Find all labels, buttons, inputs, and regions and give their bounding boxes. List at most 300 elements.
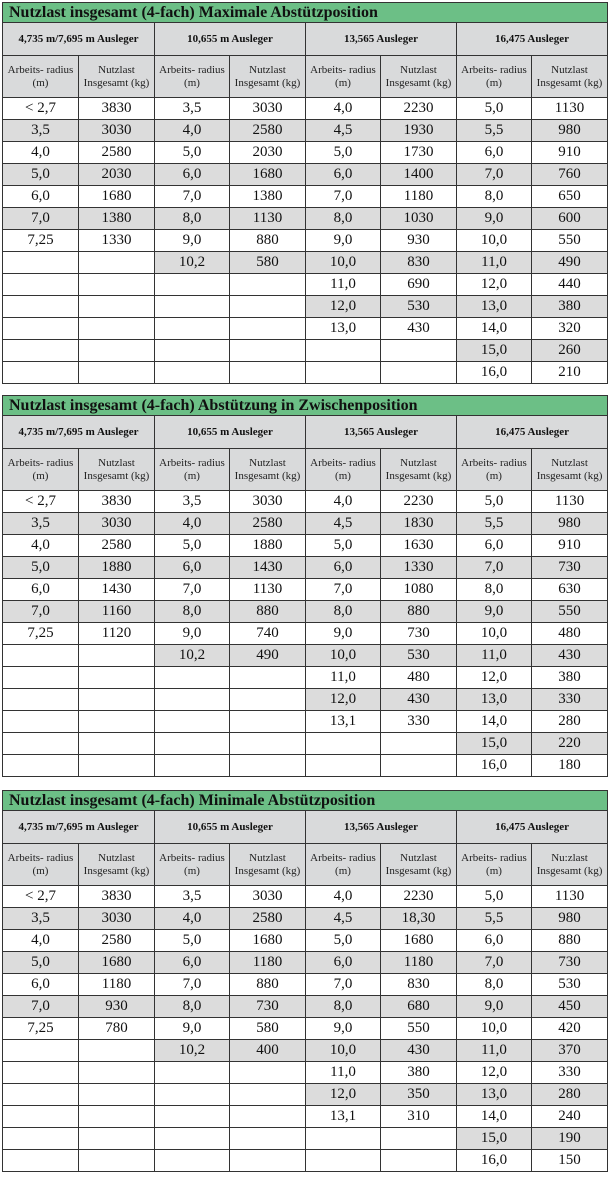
radius-cell: 13,0 [457,689,532,711]
load-cell: 1380 [79,208,155,230]
radius-cell: 11,0 [457,645,532,667]
radius-cell: 6,0 [155,557,230,579]
radius-cell: 6,0 [457,535,532,557]
radius-cell: 16,0 [457,1150,532,1172]
radius-cell: 5,0 [3,952,79,974]
radius-cell [155,689,230,711]
load-cell: 600 [532,208,608,230]
radius-cell [3,711,79,733]
load-cell: 330 [532,1062,608,1084]
table-row [3,120,608,142]
radius-cell: 9,0 [306,623,381,645]
load-cell: 550 [381,1018,457,1040]
load-cell: 530 [381,296,457,318]
radius-cell: 5,0 [3,164,79,186]
radius-cell: 7,0 [155,186,230,208]
table-title: Nutzlast insgesamt (4-fach) Minimale Abstützposition [3,791,608,811]
load-cell: 2580 [79,930,155,952]
load-cell: 2030 [79,164,155,186]
radius-cell [155,711,230,733]
load-cell [230,362,306,384]
radius-cell [3,318,79,340]
load-cell: 2580 [230,120,306,142]
radius-cell [3,755,79,777]
radius-cell: 4,0 [155,908,230,930]
load-cell: 1680 [79,186,155,208]
load-cell: 1130 [230,208,306,230]
load-cell: 980 [532,513,608,535]
table-row [3,645,608,667]
column-header-load: Nu:zlast Insgesamt (kg) [532,844,608,886]
radius-cell [3,340,79,362]
radius-cell: 3,5 [155,98,230,120]
radius-cell: 14,0 [457,318,532,340]
load-cell: 1680 [381,930,457,952]
column-header-load: Nutzlast Insgesamt (kg) [230,56,306,98]
load-cell: 310 [381,1106,457,1128]
radius-cell: 10,0 [306,252,381,274]
table-row [3,579,608,601]
table-row [3,535,608,557]
load-cell: 1880 [79,557,155,579]
radius-cell: 6,0 [3,186,79,208]
radius-cell [3,252,79,274]
load-cell: 580 [230,1018,306,1040]
load-cell: 740 [230,623,306,645]
table-row [3,557,608,579]
radius-cell: 4,5 [306,908,381,930]
radius-cell [306,755,381,777]
table-row [3,274,608,296]
load-cell [381,755,457,777]
radius-cell: 7,25 [3,230,79,252]
table-row [3,952,608,974]
load-cell: 2580 [230,908,306,930]
load-cell: 1430 [230,557,306,579]
table-grid [2,395,608,777]
column-header-radius: Arbeits- radius (m) [457,844,532,886]
load-cell [381,362,457,384]
radius-cell: 12,0 [306,1084,381,1106]
load-cell: 2580 [230,513,306,535]
load-cell: 1330 [79,230,155,252]
boom-length-header: 10,655 m Ausleger [155,416,306,449]
radius-cell [306,1150,381,1172]
load-cell: 1730 [381,142,457,164]
radius-cell: 7,0 [3,601,79,623]
load-cell: 18,30 [381,908,457,930]
column-header-load: Nutzlast Insgesamt (kg) [532,449,608,491]
load-cell: 280 [532,1084,608,1106]
load-cell: 1680 [79,952,155,974]
table-row [3,208,608,230]
radius-cell: 10,2 [155,645,230,667]
radius-cell: 5,0 [155,930,230,952]
radius-cell: 8,0 [155,996,230,1018]
load-cell: 680 [381,996,457,1018]
table-row [3,601,608,623]
radius-cell: 4,5 [306,513,381,535]
boom-length-header: 4,735 m/7,695 m Ausleger [3,23,155,56]
load-cell: 180 [532,755,608,777]
table-row [3,1084,608,1106]
radius-cell [155,1150,230,1172]
load-cell: 1120 [79,623,155,645]
table-row [3,164,608,186]
radius-cell [3,1084,79,1106]
radius-cell: 7,0 [457,164,532,186]
radius-cell: 13,1 [306,711,381,733]
load-cell: 630 [532,579,608,601]
load-cell: 1680 [230,164,306,186]
radius-cell: 4,0 [155,120,230,142]
radius-cell: 5,0 [457,98,532,120]
table-row [3,1018,608,1040]
load-cell [79,340,155,362]
radius-cell: 16,0 [457,362,532,384]
radius-cell [306,733,381,755]
load-cell: 2580 [79,535,155,557]
load-cell [79,1128,155,1150]
load-cell: 2030 [230,142,306,164]
radius-cell: 4,0 [3,142,79,164]
radius-cell: 4,0 [3,930,79,952]
load-cell [230,755,306,777]
load-cell [79,252,155,274]
column-header-load: Nutzlast Insgesamt (kg) [79,844,155,886]
load-cell: 730 [532,557,608,579]
load-cell [230,1062,306,1084]
load-cell: 880 [381,601,457,623]
table-row [3,755,608,777]
load-table-minimal [2,790,607,1172]
load-cell: 150 [532,1150,608,1172]
load-cell: 430 [381,689,457,711]
table-row [3,623,608,645]
radius-cell: 15,0 [457,340,532,362]
load-cell: 220 [532,733,608,755]
load-cell: 830 [381,252,457,274]
table-title: Nutzlast insgesamt (4-fach) Abstützung in Zwischenposition [3,396,608,416]
load-cell: 3030 [230,491,306,513]
load-cell [79,1084,155,1106]
load-cell [79,755,155,777]
radius-cell: 7,0 [306,579,381,601]
table-row [3,1106,608,1128]
radius-cell: 5,5 [457,513,532,535]
radius-cell [3,667,79,689]
load-cell: 880 [230,974,306,996]
radius-cell: 12,0 [457,667,532,689]
load-cell: 1380 [230,186,306,208]
boom-length-header: 4,735 m/7,695 m Ausleger [3,811,155,844]
radius-cell: 7,0 [155,974,230,996]
load-cell [79,296,155,318]
radius-cell: 8,0 [155,208,230,230]
load-cell: 1180 [381,186,457,208]
load-cell: 830 [381,974,457,996]
radius-cell: 9,0 [457,601,532,623]
load-cell: 420 [532,1018,608,1040]
radius-cell [155,1062,230,1084]
load-cell [230,689,306,711]
radius-cell: 5,0 [3,557,79,579]
radius-cell: 9,0 [457,208,532,230]
radius-cell: 13,0 [306,318,381,340]
radius-cell [3,1150,79,1172]
load-cell: 1180 [381,952,457,974]
table-row [3,318,608,340]
load-cell [230,733,306,755]
load-cell: 430 [381,318,457,340]
table-title: Nutzlast insgesamt (4-fach) Maximale Abstützposition [3,3,608,23]
column-header-load: Nutzlast Insgesamt (kg) [381,449,457,491]
load-cell: 2230 [381,886,457,908]
radius-cell: 3,5 [3,908,79,930]
radius-cell [155,1106,230,1128]
load-cell: 1180 [230,952,306,974]
load-cell: 730 [230,996,306,1018]
column-header-load: Nutzlast Insgesamt (kg) [79,449,155,491]
radius-cell: 8,0 [457,974,532,996]
radius-cell: 4,0 [155,513,230,535]
load-cell [230,711,306,733]
radius-cell: < 2,7 [3,98,79,120]
load-cell: 650 [532,186,608,208]
table-row [3,930,608,952]
load-cell [230,1128,306,1150]
load-cell: 1130 [532,98,608,120]
column-header-load: Nutzlast Insgesamt (kg) [381,844,457,886]
load-cell: 760 [532,164,608,186]
load-cell [79,667,155,689]
table-row [3,142,608,164]
radius-cell [3,733,79,755]
load-cell: 1160 [79,601,155,623]
radius-cell: 12,0 [306,296,381,318]
load-cell: 550 [532,230,608,252]
radius-cell: 7,0 [3,208,79,230]
radius-cell [306,1128,381,1150]
load-cell: 580 [230,252,306,274]
boom-length-header: 10,655 m Ausleger [155,23,306,56]
table-row [3,996,608,1018]
radius-cell: 13,0 [457,296,532,318]
table-row [3,340,608,362]
radius-cell: 5,0 [457,491,532,513]
load-cell: 530 [381,645,457,667]
table-row [3,1040,608,1062]
load-cell: 1880 [230,535,306,557]
load-cell: 480 [381,667,457,689]
radius-cell: 6,0 [457,930,532,952]
boom-length-header: 13,565 Ausleger [306,811,457,844]
load-cell: 210 [532,362,608,384]
column-header-radius: Arbeits- radius (m) [457,56,532,98]
load-cell [381,1150,457,1172]
boom-length-header: 13,565 Ausleger [306,23,457,56]
load-cell: 3030 [79,120,155,142]
load-cell: 1130 [532,491,608,513]
radius-cell: 7,0 [306,186,381,208]
load-cell: 2230 [381,98,457,120]
radius-cell [3,645,79,667]
load-cell: 430 [532,645,608,667]
radius-cell: < 2,7 [3,886,79,908]
radius-cell [155,274,230,296]
radius-cell: 11,0 [306,1062,381,1084]
table-row [3,296,608,318]
load-cell [230,1106,306,1128]
load-table-intermediate [2,395,607,777]
radius-cell: 8,0 [306,996,381,1018]
radius-cell: 3,5 [3,120,79,142]
load-cell [381,733,457,755]
load-cell [230,274,306,296]
radius-cell: 6,0 [155,164,230,186]
load-cell [230,667,306,689]
radius-cell: 5,0 [155,535,230,557]
load-cell: 1330 [381,557,457,579]
radius-cell [155,1128,230,1150]
radius-cell: 4,0 [306,886,381,908]
load-cell: 1400 [381,164,457,186]
table-row [3,667,608,689]
radius-cell: 6,0 [3,579,79,601]
radius-cell: 7,0 [457,952,532,974]
table-grid [2,2,608,384]
table-row [3,186,608,208]
load-cell: 3830 [79,491,155,513]
radius-cell: 8,0 [306,208,381,230]
load-cell: 930 [381,230,457,252]
load-cell: 1630 [381,535,457,557]
radius-cell [155,296,230,318]
radius-cell: 6,0 [457,142,532,164]
load-cell: 400 [230,1040,306,1062]
radius-cell: 16,0 [457,755,532,777]
column-header-radius: Arbeits- radius (m) [155,449,230,491]
column-header-radius: Arbeits- radius (m) [155,844,230,886]
radius-cell: 15,0 [457,733,532,755]
radius-cell [3,1062,79,1084]
load-cell [79,362,155,384]
column-header-load: Nutzlast Insgesamt (kg) [230,844,306,886]
radius-cell: 6,0 [3,974,79,996]
load-cell: 330 [381,711,457,733]
load-cell: 2230 [381,491,457,513]
table-row [3,974,608,996]
load-cell: 490 [230,645,306,667]
radius-cell: 10,0 [457,1018,532,1040]
radius-cell: 15,0 [457,1128,532,1150]
load-cell: 880 [230,601,306,623]
load-cell [79,1106,155,1128]
boom-length-header: 16,475 Ausleger [457,811,608,844]
radius-cell: 6,0 [306,164,381,186]
radius-cell: 5,5 [457,908,532,930]
radius-cell: 4,0 [3,535,79,557]
column-header-radius: Arbeits- radius (m) [3,844,79,886]
radius-cell [155,362,230,384]
load-cell: 380 [381,1062,457,1084]
radius-cell [3,296,79,318]
radius-cell: 7,25 [3,1018,79,1040]
load-cell [79,711,155,733]
load-cell: 430 [381,1040,457,1062]
load-cell: 330 [532,689,608,711]
boom-length-header: 16,475 Ausleger [457,416,608,449]
radius-cell [3,1106,79,1128]
load-cell [79,274,155,296]
table-row [3,513,608,535]
column-header-load: Nutzlast Insgesamt (kg) [79,56,155,98]
load-cell: 780 [79,1018,155,1040]
radius-cell [155,733,230,755]
load-cell [79,1040,155,1062]
load-cell: 730 [532,952,608,974]
radius-cell: 8,0 [306,601,381,623]
radius-cell: 7,0 [155,579,230,601]
load-cell [381,340,457,362]
load-cell: 910 [532,142,608,164]
radius-cell: 7,0 [3,996,79,1018]
load-cell: 350 [381,1084,457,1106]
load-cell: 260 [532,340,608,362]
load-cell [230,1150,306,1172]
load-cell: 2580 [79,142,155,164]
radius-cell: 4,5 [306,120,381,142]
radius-cell: 5,0 [155,142,230,164]
radius-cell: 9,0 [306,230,381,252]
load-cell: 3030 [79,513,155,535]
radius-cell: 3,5 [3,513,79,535]
column-header-load: Nutzlast Insgesamt (kg) [381,56,457,98]
load-cell [79,689,155,711]
radius-cell: 7,0 [457,557,532,579]
column-header-radius: Arbeits- radius (m) [306,844,381,886]
load-cell: 3830 [79,98,155,120]
radius-cell: 10,0 [457,623,532,645]
load-cell: 370 [532,1040,608,1062]
load-table-maximal [2,2,607,384]
load-cell [230,340,306,362]
load-cell: 690 [381,274,457,296]
load-cell: 280 [532,711,608,733]
load-cell: 380 [532,667,608,689]
radius-cell [155,340,230,362]
radius-cell: 9,0 [457,996,532,1018]
column-header-radius: Arbeits- radius (m) [155,56,230,98]
radius-cell: 3,5 [155,886,230,908]
load-cell: 1430 [79,579,155,601]
load-cell: 1030 [381,208,457,230]
radius-cell [155,318,230,340]
radius-cell: 12,0 [457,274,532,296]
radius-cell [155,755,230,777]
radius-cell [3,274,79,296]
radius-cell: 4,0 [306,491,381,513]
table-row [3,491,608,513]
load-cell: 440 [532,274,608,296]
load-cell: 1130 [532,886,608,908]
radius-cell: 9,0 [306,1018,381,1040]
radius-cell: 14,0 [457,711,532,733]
load-cell [79,733,155,755]
radius-cell: 10,0 [306,1040,381,1062]
load-cell [230,1084,306,1106]
table-row [3,1062,608,1084]
